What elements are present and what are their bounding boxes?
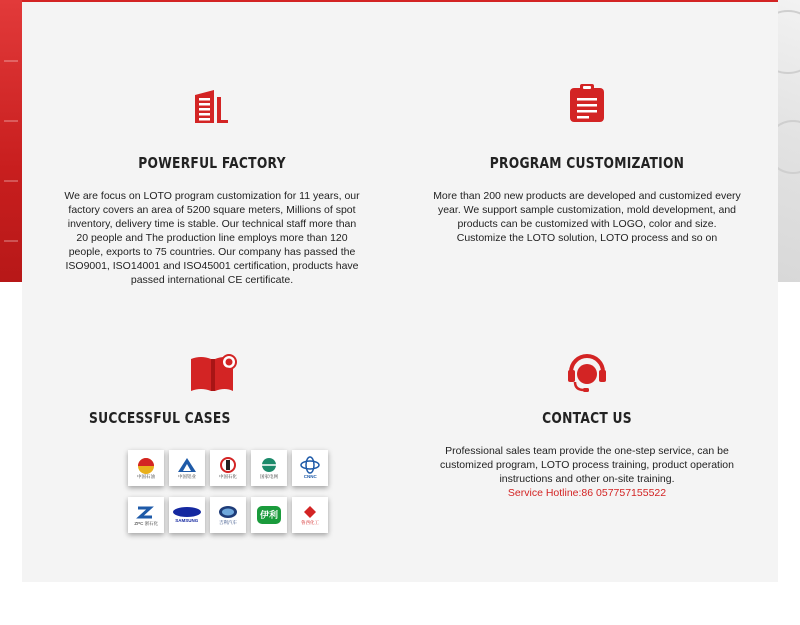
feature-description: We are focus on LOTO program customization for 11 years, our factory covers an area of 5200 square meters, Millions of spot inventory, delivery time is stable. Our technical staff more than 20 people and The production line employs more than 120 people, exports to 75 countries. Our company has passed the ISO9001, ISO14001 and ISO45001 certification, products have passed international CE certificate.: [64, 190, 360, 286]
client-logos: [128, 450, 336, 533]
samsung-logo: [169, 497, 205, 533]
clipboard-icon: [568, 82, 606, 124]
sinopec-emblem: [217, 456, 239, 474]
cnnc-emblem: [299, 456, 321, 474]
chalco-logo: [169, 450, 205, 486]
band-stripe: [4, 60, 18, 62]
book-award-icon: [189, 353, 237, 393]
petrochina-emblem: [135, 456, 157, 474]
cnnc-logo: [292, 450, 328, 486]
band-stripe: [4, 180, 18, 182]
feature-customization: [432, 2, 742, 302]
logo-caption: ZPC 浙石化: [134, 521, 158, 527]
chalco-emblem: [176, 456, 198, 474]
logo-caption: SAMSUNG: [175, 518, 199, 524]
logo-caption: 中国石油: [136, 474, 155, 480]
zpc-logo: [128, 497, 164, 533]
building-icon: [192, 87, 230, 125]
right-background-band: [778, 0, 800, 282]
sgcc-emblem: [258, 456, 280, 474]
headset-icon: [566, 350, 608, 394]
logo-caption: 伊利: [259, 510, 278, 520]
features-panel: [22, 2, 778, 582]
yili-logo: [251, 497, 287, 533]
geely-logo: [210, 497, 246, 533]
feature-title: SUCCESSFUL CASES: [89, 409, 231, 427]
service-hotline[interactable]: Service Hotline:86 057757155522: [507, 487, 667, 499]
band-stripe: [4, 120, 18, 122]
petrochina-logo: [128, 450, 164, 486]
logo-caption: CNNC: [303, 474, 317, 480]
sgcc-logo: [251, 450, 287, 486]
feature-factory: [62, 2, 362, 302]
feature-title: POWERFUL FACTORY: [138, 154, 286, 172]
logo-caption: 国家电网: [259, 474, 278, 480]
chemical-emblem: [299, 504, 321, 520]
band-stripe: [4, 240, 18, 242]
feature-description: [432, 444, 742, 500]
samsung-emblem: [172, 506, 202, 518]
zpc-emblem: [135, 503, 157, 521]
logo-caption: 中国铝业: [177, 474, 196, 480]
feature-description: More than 200 new products are developed and customized every year. We support sample customization, mold development, and products can be customized with LOGO, color and size. Customize the LOTO solution, LOTO process and so on: [433, 190, 741, 244]
feature-title: CONTACT US: [542, 409, 632, 427]
left-background-band: [0, 0, 22, 282]
feature-contact: [432, 342, 742, 542]
logo-caption: 吉利汽车: [218, 520, 237, 526]
feature-title: PROGRAM CUSTOMIZATION: [489, 154, 685, 172]
sinopec-logo: [210, 450, 246, 486]
logo-caption: 鲁西化工: [300, 520, 319, 526]
chemical-logo: [292, 497, 328, 533]
geely-emblem: [217, 504, 239, 520]
logo-caption: 中国石化: [218, 474, 237, 480]
contact-description: Professional sales team provide the one-step service, can be customized program, LOTO process training, product operation instructions and other on-site training.: [440, 445, 734, 485]
